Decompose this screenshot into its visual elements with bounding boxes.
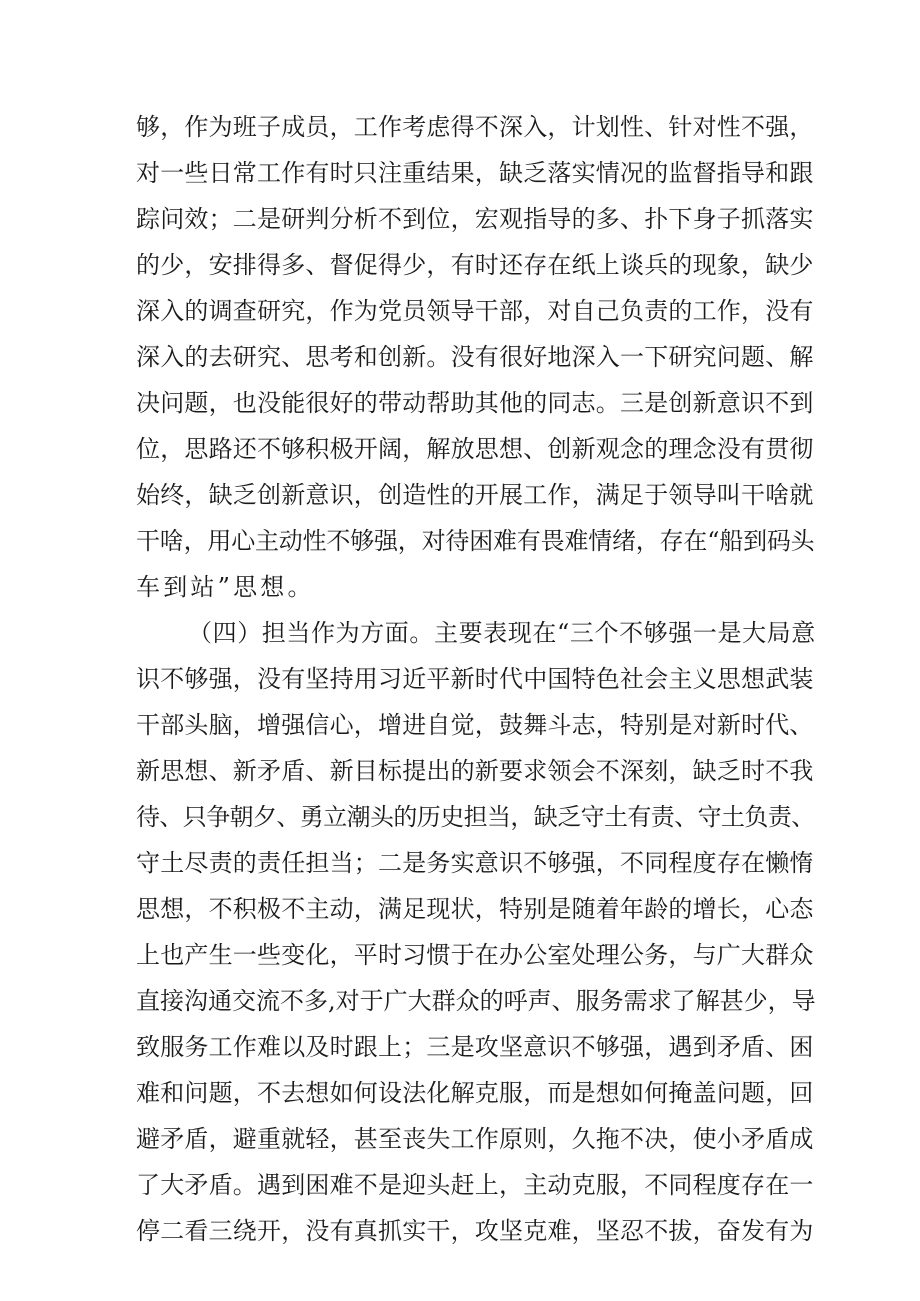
text-line: 决问题，也没能很好的带动帮助其他的同志。三是创新意识不到 <box>136 389 814 417</box>
text-line: 干部头脑，增强信心，增进自觉，鼓舞斗志，特别是对新时代、 <box>136 711 814 739</box>
text-line: 深入的去研究、思考和创新。没有很好地深入一下研究问题、解 <box>136 343 814 371</box>
text-line: 直接沟通交流不多,对于广大群众的呼声、服务需求了解甚少，导 <box>136 987 816 1015</box>
text-line: 识不够强，没有坚持用习近平新时代中国特色社会主义思想武装 <box>136 665 814 693</box>
text-line: 的少，安排得多、督促得少，有时还存在纸上谈兵的现象，缺少 <box>136 251 814 279</box>
text-line: 守土尽责的责任担当；二是务实意识不够强，不同程度存在懒惰 <box>136 849 814 877</box>
text-line: 致服务工作难以及时跟上；三是攻坚意识不够强，遇到矛盾、困 <box>136 1033 814 1061</box>
text-line: 难和问题，不去想如何设法化解克服，而是想如何掩盖问题，回 <box>136 1079 814 1107</box>
text-line: 新思想、新矛盾、新目标提出的新要求领会不深刻，缺乏时不我 <box>136 757 814 785</box>
text-line: 深入的调查研究，作为党员领导干部，对自己负责的工作，没有 <box>136 297 814 325</box>
text-line: 够，作为班子成员，工作考虑得不深入，计划性、针对性不强， <box>136 113 814 141</box>
text-line: 对一些日常工作有时只注重结果，缺乏落实情况的监督指导和跟 <box>136 159 814 187</box>
section-heading-line: （四）担当作为方面。主要表现在“三个不够强一是大局意 <box>188 619 816 647</box>
text-line: 车到站”思想。 <box>136 573 315 601</box>
text-line: 踪问效；二是研判分析不到位，宏观指导的多、扑下身子抓落实 <box>136 205 814 233</box>
text-line: 上也产生一些变化，平时习惯于在办公室处理公务，与广大群众 <box>136 941 814 969</box>
text-line: 思想，不积极不主动，满足现状，特别是随着年龄的增长，心态 <box>136 895 814 923</box>
text-line: 待、只争朝夕、勇立潮头的历史担当，缺乏守土有责、守土负责、 <box>136 803 815 831</box>
text-line: 始终，缺乏创新意识，创造性的开展工作，满足于领导叫干啥就 <box>136 481 814 509</box>
text-line: 停二看三绕开，没有真抓实干，攻坚克难，坚忍不拔，奋发有为 <box>136 1217 814 1245</box>
text-line: 干啥，用心主动性不够强，对待困难有畏难情绪，存在“船到码头 <box>136 527 815 555</box>
body-text <box>136 104 816 1254</box>
text-line: 位，思路还不够积极开阔，解放思想、创新观念的理念没有贯彻 <box>136 435 814 463</box>
text-line: 了大矛盾。遇到困难不是迎头赶上，主动克服，不同程度存在一 <box>136 1171 814 1199</box>
text-line: 避矛盾，避重就轻，甚至丧失工作原则，久拖不决，使小矛盾成 <box>136 1125 814 1153</box>
